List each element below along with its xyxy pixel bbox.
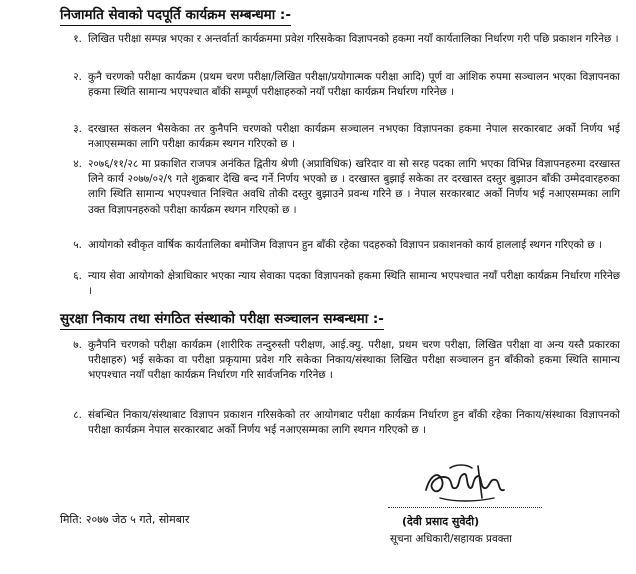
item-number: ५.: [73, 239, 82, 251]
item-text: दरखास्त संकलन भैसकेका तर कुनैपनि चरणको परीक्षा कार्यक्रम सञ्चालन नभएका विज्ञापनका हकमा नेपाल सरकारबाट अर्को निर्णय भई नआएसम्मका लागि परीक्षा कार्यक्रम स्थगन गरिएको छ ।: [88, 123, 620, 151]
item-text: आयोगको स्वीकृत वार्षिक कार्यतालिका बमोजिम विज्ञापन हुन बाँकी रहेका पदहरुको विज्ञापन प्रकाशनको कार्य हाललाई स्थगन गरिएको छ ।: [88, 239, 602, 251]
signature-line: [388, 507, 542, 508]
list-item: [60, 122, 620, 154]
item-text: लिखित परीक्षा सम्पन्न भएका र अन्तर्वार्ता कार्यक्रममा प्रवेश गरिसकेका विज्ञापनको हकमा नयाँ कार्यतालिका निर्धारण गरी पछि प्रकाशन गरिनेछ ।: [88, 33, 619, 45]
item-number: २.: [73, 71, 82, 83]
item-number: ८.: [73, 409, 82, 421]
signer-title: सूचना अधिकारी/सहायक प्रवक्ता: [390, 533, 512, 545]
list-item: [60, 408, 620, 456]
item-text: २०७६/११/२८ मा प्रकाशित राजपत्र अनंकित द्वितीय श्रेणी (अप्राविधिक) खरिदार वा सो सरह पदका लागि भएका विभिन्न विज्ञापनहरुमा दरखास्त लिने कार्य २०७७/०२/९ गते शुक्रबार देखि बन्द गर्ने निर्णय भएको छ । दरखास्त बुझाई सकेका तर दरखास्त दस्तुर बुझाउन बाँकी उम्मेदवारहरुका लागि स्थिति सामान्य भएपश्चात निश्चित अवधि तोकी दस्तुर बुझाउने प्रवन्ध गरिने छ । नेपाल सरकारबाट अर्को निर्णय भई नआएसम्मका लागि उक्त विज्ञापनहरुको परीक्षा कार्यक्रम स्थगन गरिएको छ ।: [88, 158, 620, 216]
section-heading-security-bodies: सुरक्षा निकाय तथा संगठित संस्थाको परीक्षा सञ्चालन सम्बन्धमा :-: [60, 310, 384, 330]
item-number: ७.: [73, 339, 82, 351]
item-number: ४.: [73, 158, 82, 170]
item-text: न्याय सेवा आयोगको क्षेत्राधिकार भएका न्याय सेवाका पदका विज्ञापनको हकमा स्थिति सामान्य भएपश्चात नयाँ परीक्षा कार्यक्रम निर्धारण गरिनेछ ।: [88, 270, 620, 298]
item-number: १.: [73, 33, 82, 45]
item-number: ६.: [73, 270, 82, 282]
section-heading-civil-service: निजामति सेवाको पदपूर्ति कार्यक्रम सम्बन्धमा :-: [60, 6, 291, 26]
item-text: कुनैपनि चरणको परीक्षा कार्यक्रम (शारीरिक तन्दुरुस्ती परीक्षण, आई.क्यु. परीक्षा, प्रथम चरण परीक्षा, लिखित परीक्षा वा अन्य यस्तै प्रकारका परीक्षाहरु) भई सकेका वा परीक्षा प्रकृयामा प्रवेश गरि सकेका निकाय/संस्थाका लिखित परीक्षा सञ्चालन हुन बाँकीको हकमा स्थिति सामान्य भएपश्चात नयाँ परीक्षा कार्यक्रम निर्धारण गरि सार्वजनिक गरिनेछ ।: [88, 339, 620, 382]
item-text: संबन्धित निकाय/संस्थाबाट विज्ञापन प्रकाशन गरिसकेको तर आयोगबाट परीक्षा कार्यक्रम निर्धारण हुन बाँकी रहेका निकाय/संस्थाका विज्ञापनको परीक्षा कार्यक्रम नेपाल सरकारबाट अर्को निर्णय भई नआएसम्मका लागि स्थगन गरिएको छ ।: [88, 409, 620, 437]
list-item: [60, 238, 620, 270]
signer-name: (देवी प्रसाद सुवेदी): [402, 515, 480, 528]
list-item: [60, 338, 620, 400]
list-item: [60, 269, 620, 301]
list-item: [60, 32, 620, 64]
list-item: [60, 70, 620, 118]
item-number: ३.: [73, 123, 82, 135]
list-item: [60, 157, 620, 233]
handwritten-signature: [420, 458, 510, 508]
notice-date: मिति: २०७७ जेठ ५ गते, सोमबार: [60, 513, 190, 526]
item-text: कुनै चरणको परीक्षा कार्यक्रम (प्रथम चरण परीक्षा/लिखित परीक्षा/प्रयोगात्मक परीक्षा आदि) पूर्ण वा आंशिक रुपमा सञ्चालन भएका विज्ञापनका हकमा स्थिति सामान्य भएपश्चात बाँकी सम्पूर्ण परीक्षाहरुको नयाँ परीक्षा कार्यक्रम निर्धारण गरिनेछ ।: [88, 71, 620, 99]
